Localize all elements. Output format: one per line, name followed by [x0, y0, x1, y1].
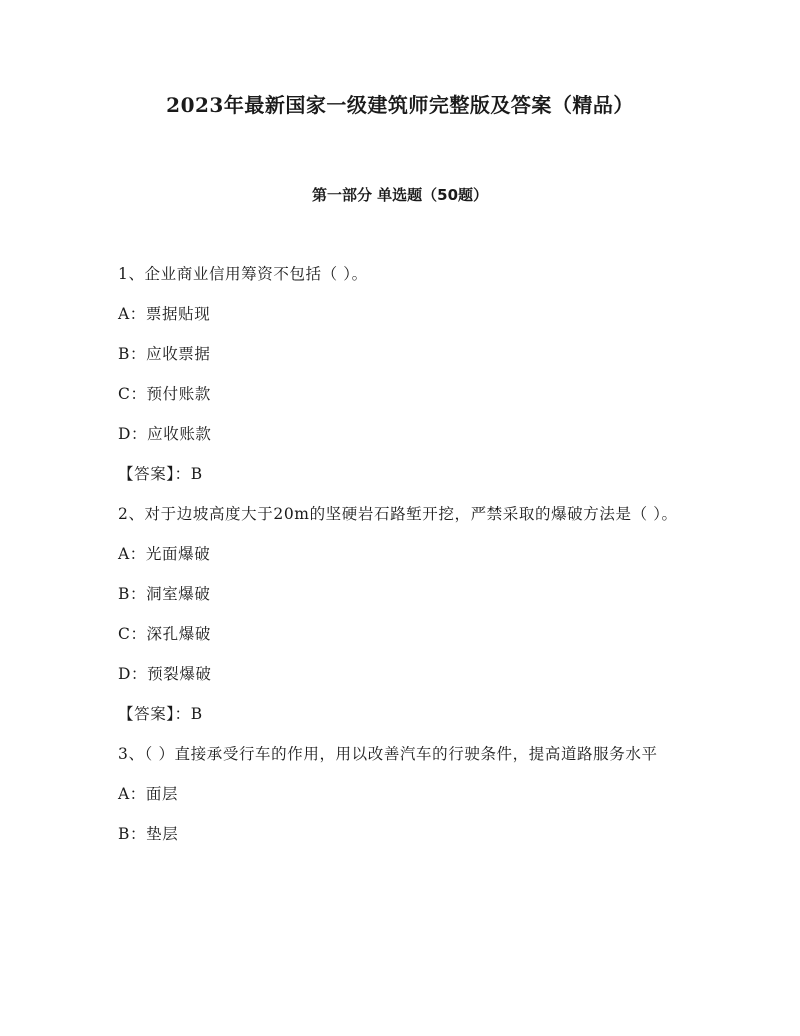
- option-a: A：票据贴现: [118, 305, 211, 323]
- question-2: [118, 501, 678, 727]
- section-title: 第一部分 单选题（50题）: [311, 186, 489, 204]
- answer-line: 【答案】：B: [118, 465, 203, 483]
- question-1: [118, 261, 678, 487]
- option-a: A：光面爆破: [118, 545, 211, 563]
- option-c: C：预付账款: [118, 385, 211, 403]
- document-title: 2023年最新国家一级建筑师完整版及答案（精品）: [166, 93, 634, 117]
- question-text: 3、（ ）直接承受行车的作用，用以改善汽车的行驶条件，提高道路服务水平: [118, 745, 658, 763]
- answer-line: 【答案】：B: [118, 705, 203, 723]
- question-text: 2、对于边坡高度大于20m的坚硬岩石路堑开挖，严禁采取的爆破方法是（ ）。: [118, 505, 678, 523]
- question-text: 1、企业商业信用筹资不包括（ ）。: [118, 265, 368, 283]
- option-c: C：深孔爆破: [118, 625, 211, 643]
- question-3: [118, 741, 678, 847]
- option-a: A：面层: [118, 785, 179, 803]
- option-b: B：应收票据: [118, 345, 211, 363]
- question-list: [118, 261, 678, 861]
- option-b: B：洞室爆破: [118, 585, 211, 603]
- option-b: B：垫层: [118, 825, 179, 843]
- option-d: D：预裂爆破: [118, 665, 212, 683]
- option-d: D：应收账款: [118, 425, 212, 443]
